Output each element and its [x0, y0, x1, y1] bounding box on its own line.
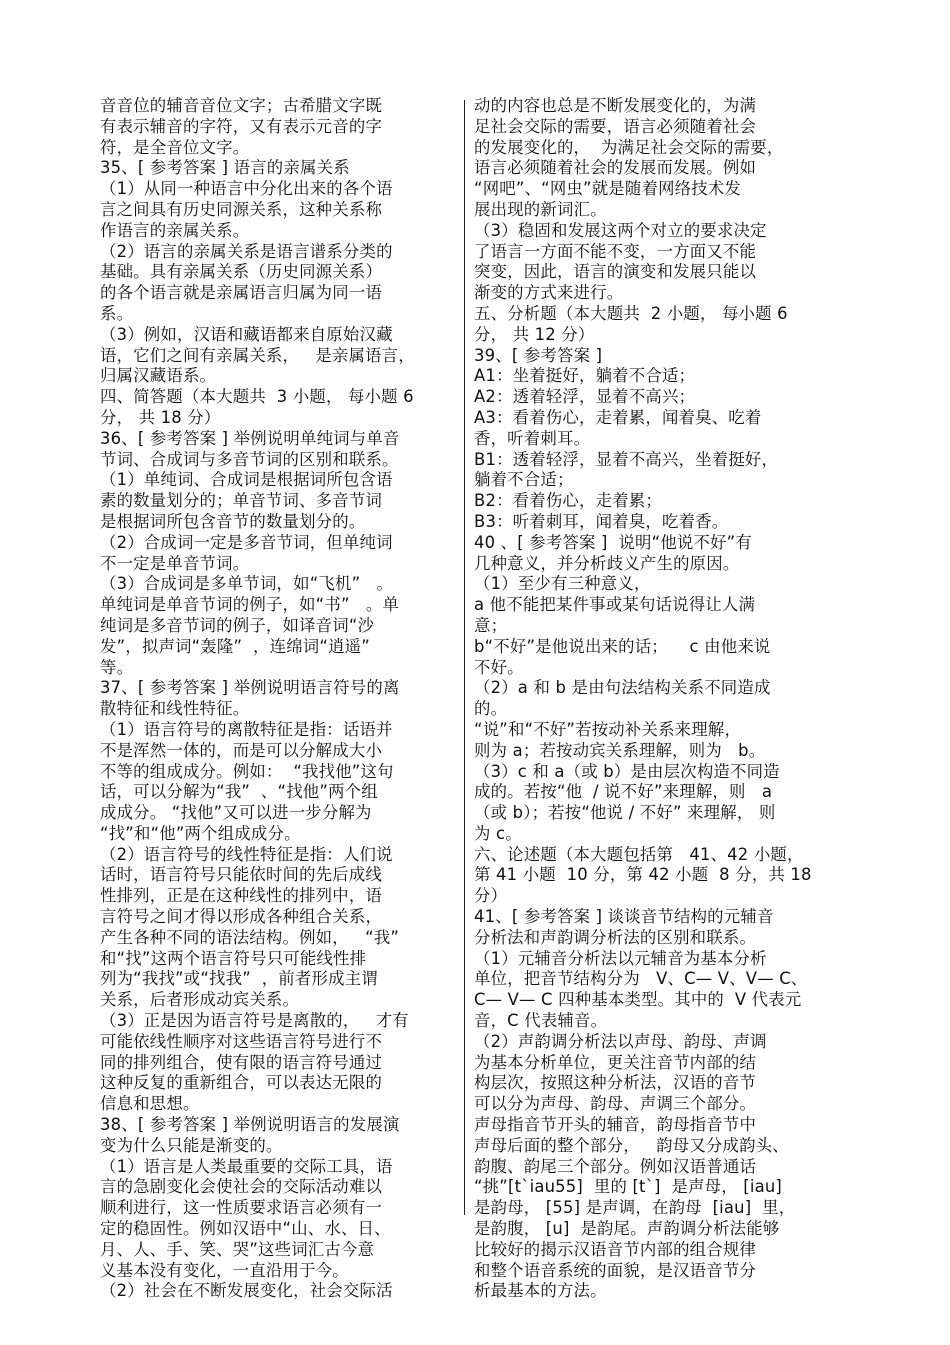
- text-line: 这种反复的重新组合，可以表达无限的: [100, 1073, 383, 1093]
- text-line: 五、分析题（本大题共 2 小题， 每小题 6: [474, 303, 788, 323]
- text-line: 音，C 代表辅音。: [474, 1011, 608, 1031]
- text-line: 纯词是多音节词的例子，如译音词“沙: [100, 615, 375, 635]
- text-line: 足社会交际的需要，语言必须随着社会: [474, 116, 757, 136]
- text-line: 月、人、手、笑、哭”这些词汇古今意: [100, 1239, 375, 1259]
- text-line: 基础。具有亲属关系（历史同源关系）: [100, 262, 383, 282]
- text-line: （3）合成词是多单节词，如“飞机” 。: [100, 574, 394, 594]
- text-line: 韵腹、韵尾三个部分。例如汉语普通话: [474, 1156, 757, 1176]
- text-line: C— V— C 四种基本类型。其中的 V 代表元: [474, 990, 802, 1010]
- text-line: 了语言一方面不能不变，一方面又不能: [474, 241, 757, 261]
- text-line: （1）语言是人类最重要的交际工具，语: [100, 1156, 393, 1176]
- text-line: 分析法和声韵调分析法的区别和联系。: [474, 927, 757, 947]
- text-line: 话时，语言符号只能依时间的先后成线: [100, 865, 383, 885]
- text-line: 节词、合成词与多音节词的区别和联系。: [100, 449, 399, 469]
- text-line: 为 c。: [474, 823, 522, 843]
- column-divider: [464, 100, 465, 1215]
- text-line: 意；: [474, 615, 508, 635]
- text-line: 系。: [100, 303, 134, 323]
- text-line: “网吧”、“网虫”就是随着网络技术发: [474, 179, 742, 199]
- text-line: 言符号之间才得以形成各种组合关系，: [100, 907, 383, 927]
- text-line: （3）c 和 a（或 b）是由层次构造不同造: [474, 761, 780, 781]
- text-line: 的发展变化的， 为满足社会交际的需要，: [474, 137, 784, 157]
- text-line: A3：看着伤心，走着累，闻着臭、吃着: [474, 407, 762, 427]
- text-line: A2：透着轻浮，显着不高兴；: [474, 387, 696, 407]
- text-line: A1：坐着挺好，躺着不合适；: [474, 366, 696, 386]
- right-column: [474, 96, 836, 1302]
- text-line: （2）声韵调分析法以声母、韵母、声调: [474, 1031, 767, 1051]
- text-line: 36、[ 参考答案 ] 举例说明单纯词与单音: [100, 428, 400, 448]
- text-line: 声母后面的整个部分， 韵母又分成韵头、: [474, 1135, 789, 1155]
- text-line: 义基本没有变化，一直沿用于今。: [100, 1260, 349, 1280]
- text-line: （1）语言符号的离散特征是指：话语并: [100, 719, 393, 739]
- text-line: 几种意义，并分析歧义产生的原因。: [474, 553, 740, 573]
- text-line: 是韵母， [55] 是声调，在韵母 [iau] 里，: [474, 1198, 796, 1218]
- text-line: 单位，把音节结构分为 V、C— V、V— C、: [474, 969, 808, 989]
- text-line: 第 41 小题 10 分，第 42 小题 8 分，共 18: [474, 865, 812, 885]
- text-line: 等。: [100, 657, 134, 677]
- text-line: 归属汉藏语系。: [100, 366, 217, 386]
- text-line: 35、[ 参考答案 ] 语言的亲属关系: [100, 158, 350, 178]
- text-line: 是韵腹， [u] 是韵尾。声韵调分析法能够: [474, 1219, 780, 1239]
- text-line: 不等的组成成分。例如： “我找他”这句: [100, 761, 394, 781]
- text-line: 39、[ 参考答案 ]: [474, 345, 603, 365]
- text-line: （2）语言符号的线性特征是指：人们说: [100, 844, 393, 864]
- text-line: （1）至少有三种意义，: [474, 574, 651, 594]
- text-line: （3）正是因为语言符号是离散的， 才有: [100, 1011, 409, 1031]
- text-line: 六、论述题（本大题包括第 41、42 小题，: [474, 844, 804, 864]
- text-line: 可以分为声母、韵母、声调三个部分。: [474, 1094, 757, 1114]
- text-line: 作语言的亲属关系。: [100, 220, 250, 240]
- text-line: 成成分。 “找他”又可以进一步分解为: [100, 803, 372, 823]
- text-line: 同的排列组合，使有限的语言符号通过: [100, 1052, 383, 1072]
- text-line: B1：透着轻浮，显着不高兴，坐着挺好，: [474, 449, 779, 469]
- text-line: （3）稳固和发展这两个对立的要求决定: [474, 220, 767, 240]
- text-line: 符，是全音位文字。: [100, 137, 250, 157]
- text-line: B3：听着刺耳，闻着臭，吃着香。: [474, 511, 729, 531]
- text-line: “挑”[t`iau55] 里的 [t`] 是声母， [iau]: [474, 1177, 783, 1197]
- text-line: 定的稳固性。例如汉语中“山、水、日、: [100, 1219, 391, 1239]
- text-line: 比较好的揭示汉语音节内部的组合规律: [474, 1239, 757, 1259]
- text-line: 关系，后者形成动宾关系。: [100, 990, 300, 1010]
- text-line: 的。: [474, 699, 508, 719]
- text-line: 躺着不合适；: [474, 470, 574, 490]
- text-line: 声母指音节开头的辅音，韵母指音节中: [474, 1115, 757, 1135]
- text-line: （或 b）；若按“他说 / 不好” 来理解， 则: [474, 803, 776, 823]
- text-line: 素的数量划分的；单音节词、多音节词: [100, 491, 383, 511]
- text-line: 动的内容也总是不断发展变化的，为满: [474, 96, 757, 115]
- text-line: 和“找”这两个语言符号只可能线性排: [100, 948, 367, 968]
- text-line: 41、[ 参考答案 ] 谈谈音节结构的元辅音: [474, 907, 774, 927]
- text-line: 香，听着刺耳。: [474, 428, 591, 448]
- text-line: 是根据词所包含音节的数量划分的。: [100, 511, 366, 531]
- text-line: （3）例如，汉语和藏语都来自原始汉藏: [100, 324, 393, 344]
- text-line: 为基本分析单位，更关注音节内部的结: [474, 1052, 757, 1072]
- text-line: 产生各种不同的语法结构。例如， “我”: [100, 927, 400, 947]
- text-line: （2）语言的亲属关系是语言谱系分类的: [100, 241, 393, 261]
- text-line: 散特征和线性特征。: [100, 699, 250, 719]
- text-line: 有表示辅音的字符，又有表示元音的字: [100, 116, 383, 136]
- text-line: “找”和“他”两个组成成分。: [100, 823, 301, 843]
- text-line: 渐变的方式来进行。: [474, 283, 624, 303]
- text-line: （2）社会在不断发展变化，社会交际活: [100, 1281, 393, 1301]
- text-line: 37、[ 参考答案 ] 举例说明语言符号的离: [100, 678, 400, 698]
- text-line: 分， 共 18 分）: [100, 407, 221, 427]
- text-line: （1）从同一种语言中分化出来的各个语: [100, 179, 393, 199]
- text-line: 分）: [474, 886, 508, 906]
- text-line: 40 、[ 参考答案 ] 说明“他说不好”有: [474, 532, 752, 552]
- text-line: 变为什么只能是渐变的。: [100, 1135, 283, 1155]
- text-line: 言之间具有历史同源关系，这种关系称: [100, 199, 383, 219]
- text-line: 构层次，按照这种分析法，汉语的音节: [474, 1073, 757, 1093]
- text-line: 不是浑然一体的，而是可以分解成大小: [100, 740, 383, 760]
- text-line: 列为“我找”或“找我” ，前者形成主谓: [100, 969, 378, 989]
- text-line: （2）a 和 b 是由句法结构关系不同造成: [474, 678, 771, 698]
- text-line: 四、简答题（本大题共 3 小题， 每小题 6: [100, 387, 414, 407]
- text-line: 可能依线性顺序对这些语言符号进行不: [100, 1031, 383, 1051]
- text-line: 音音位的辅音音位文字；古希腊文字既: [100, 96, 383, 115]
- text-line: B2：看着伤心，走着累；: [474, 491, 662, 511]
- text-line: 析最基本的方法。: [474, 1281, 607, 1301]
- text-line: 不一定是单音节词。: [100, 553, 250, 573]
- text-line: 言的急剧变化会使社会的交际活动难以: [100, 1177, 383, 1197]
- text-line: 信息和思想。: [100, 1094, 200, 1114]
- text-line: （1）单纯词、合成词是根据词所包含语: [100, 470, 393, 490]
- text-line: 成的。若按“他 / 说不好”来理解，则 a: [474, 782, 773, 802]
- text-line: “说”和“不好”若按动补关系来理解，: [474, 719, 742, 739]
- text-line: 话，可以分解为“我” 、“找他”两个组: [100, 782, 378, 802]
- text-line: 语，它们之间有亲属关系， 是亲属语言，: [100, 345, 415, 365]
- text-line: a 他不能把某件事或某句话说得让人满: [474, 595, 756, 615]
- text-line: 性排列，正是在这种线性的排列中，语: [100, 886, 383, 906]
- text-line: 的各个语言就是亲属语言归属为同一语: [100, 283, 383, 303]
- text-line: 突变，因此，语言的演变和发展只能以: [474, 262, 757, 282]
- text-line: 38、[ 参考答案 ] 举例说明语言的发展演: [100, 1115, 400, 1135]
- text-line: 语言必须随着社会的发展而发展。例如: [474, 158, 757, 178]
- text-line: （2）合成词一定是多音节词，但单纯词: [100, 532, 393, 552]
- text-line: 分， 共 12 分）: [474, 324, 595, 344]
- text-line: 则为 a；若按动宾关系理解，则为 b。: [474, 740, 766, 760]
- text-line: 和整个语音系统的面貌，是汉语音节分: [474, 1260, 757, 1280]
- text-line: （1）元辅音分析法以元辅音为基本分析: [474, 948, 767, 968]
- text-line: 单纯词是单音节词的例子，如“书” 。单: [100, 595, 400, 615]
- left-column: [100, 96, 452, 1302]
- text-line: 不好。: [474, 657, 524, 677]
- text-line: 发”，拟声词“轰隆” ，连绵词“逍遥”: [100, 636, 370, 656]
- text-line: b“不好”是他说出来的话； c 由他来说: [474, 636, 771, 656]
- text-line: 顺利进行，这一性质要求语言必须有一: [100, 1198, 383, 1218]
- text-line: 展出现的新词汇。: [474, 199, 607, 219]
